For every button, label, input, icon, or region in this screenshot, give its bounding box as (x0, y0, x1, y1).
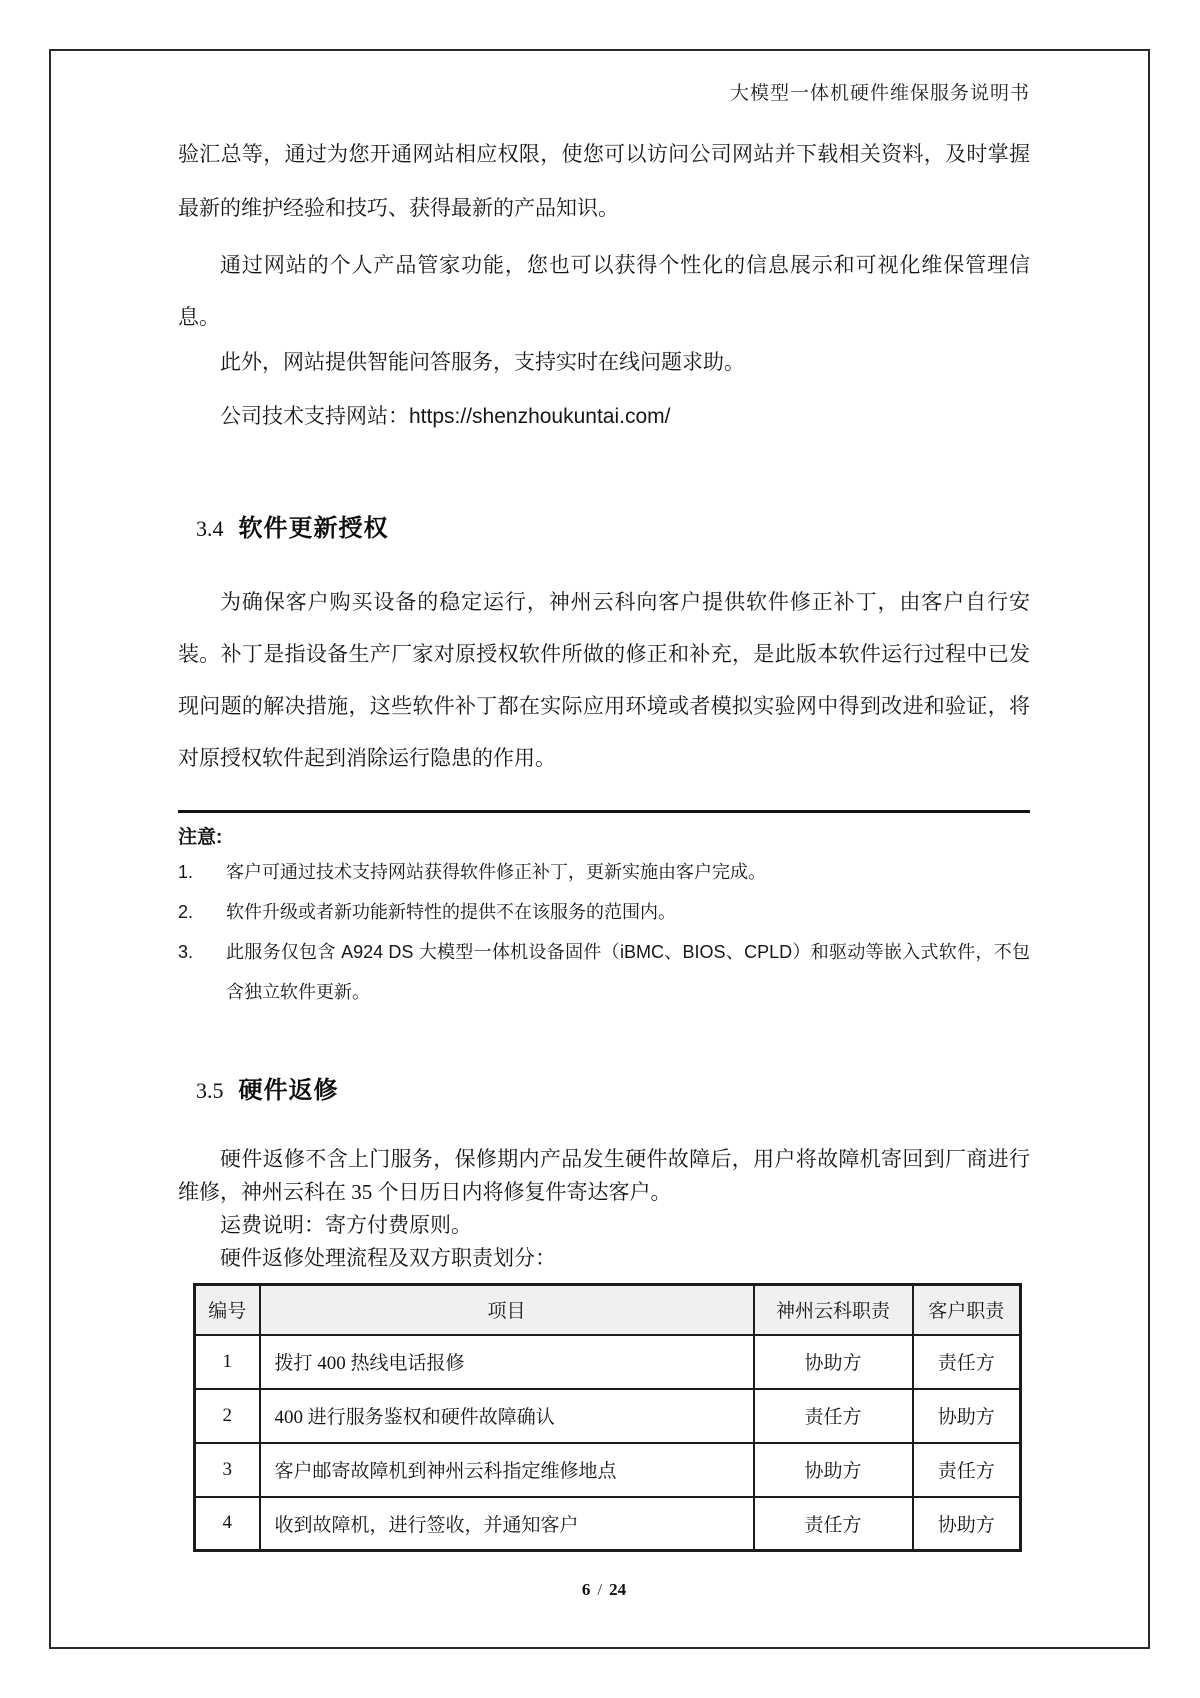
paragraph-software-update: 为确保客户购买设备的稳定运行，神州云科向客户提供软件修正补丁，由客户自行安装。补丁是指设备生产厂家对原授权软件所做的修正和补充，是此版本软件运行过程中已发现问题的解决措施，这些软件补丁都在实际应用环境或者模拟实验网中得到改进和验证，将对原授权软件起到消除运行隐患的作用。 (178, 591, 1030, 770)
cell-vendor-duty: 责任方 (754, 1389, 913, 1443)
page-number-footer (178, 1580, 1030, 1600)
cell-row-number: 3 (195, 1443, 260, 1497)
notice-item-number: 2. (178, 902, 194, 922)
notice-item (178, 892, 1030, 932)
section-title: 软件更新授权 (238, 515, 389, 542)
notice-label: 注意: (178, 827, 223, 848)
cell-item: 400 进行服务鉴权和硬件故障确认 (260, 1389, 754, 1443)
cell-item: 客户邮寄故障机到神州云科指定维修地点 (260, 1443, 754, 1497)
section-heading-3-5 (196, 1070, 1048, 1105)
cell-item: 收到故障机，进行签收，并通知客户 (260, 1497, 754, 1551)
notice-item-text: 软件升级或者新功能新特性的提供不在该服务的范围内。 (226, 902, 676, 922)
table-header-customer-duty: 客户职责 (913, 1285, 1021, 1335)
table-header-row (195, 1285, 1021, 1335)
cell-customer-duty: 责任方 (913, 1335, 1021, 1389)
notice-item (178, 852, 1030, 892)
section-title: 硬件返修 (238, 1077, 339, 1104)
notice-item (178, 932, 1030, 1012)
section-number: 3.5 (196, 1078, 224, 1103)
cell-vendor-duty: 协助方 (754, 1335, 913, 1389)
notice-item-text: 此服务仅包含 A924 DS 大模型一体机设备固件（iBMC、BIOS、CPLD）和驱动等嵌入式软件，不包含独立软件更新。 (226, 942, 1030, 1002)
table-row (195, 1335, 1021, 1389)
cell-row-number: 2 (195, 1389, 260, 1443)
table-header-no: 编号 (195, 1285, 260, 1335)
cell-customer-duty: 协助方 (913, 1389, 1021, 1443)
cell-row-number: 4 (195, 1497, 260, 1551)
cell-vendor-duty: 协助方 (754, 1443, 913, 1497)
section-number: 3.4 (196, 516, 224, 541)
notice-item-text: 客户可通过技术支持网站获得软件修正补丁，更新实施由客户完成。 (226, 862, 766, 882)
paragraph-qa-service: 此外，网站提供智能问答服务，支持实时在线问题求助。 (220, 351, 745, 374)
current-page-number: 6 (581, 1580, 591, 1599)
hardware-return-paragraphs (178, 1143, 1030, 1275)
document-header-title: 大模型一体机硬件维保服务说明书 (729, 83, 1030, 104)
paragraph-product-steward: 通过网站的个人产品管家功能，您也可以获得个性化的信息展示和可视化维保管理信息。 (178, 254, 1030, 329)
paragraph-shipping-note: 运费说明：寄方付费原则。 (220, 1213, 472, 1237)
notice-item-number: 1. (178, 862, 194, 882)
cell-customer-duty: 协助方 (913, 1497, 1021, 1551)
table-header-vendor-duty: 神州云科职责 (754, 1285, 913, 1335)
paragraph-support-website-url: 公司技术支持网站：https://shenzhoukuntai.com/ (220, 405, 671, 428)
section-heading-3-4 (196, 508, 1048, 543)
page-number-separator: / (597, 1580, 603, 1599)
notice-divider-rule (178, 810, 1030, 813)
page-content (178, 0, 1030, 1698)
cell-customer-duty: 责任方 (913, 1443, 1021, 1497)
table-row (195, 1389, 1021, 1443)
table-row (195, 1443, 1021, 1497)
paragraph-hardware-return: 硬件返修不含上门服务，保修期内产品发生硬件故障后，用户将故障机寄回到厂商进行维修，神州云科在 35 个日历日内将修复件寄达客户。 (178, 1147, 1030, 1204)
paragraph-process-intro: 硬件返修处理流程及双方职责划分： (220, 1246, 556, 1270)
cell-row-number: 1 (195, 1335, 260, 1389)
cell-vendor-duty: 责任方 (754, 1497, 913, 1551)
notice-item-number: 3. (178, 942, 194, 962)
responsibility-table (193, 1283, 1022, 1552)
notice-list (178, 852, 1030, 1012)
table-header-item: 项目 (260, 1285, 754, 1335)
total-page-count: 24 (609, 1580, 627, 1599)
paragraph-website-access: 验汇总等，通过为您开通网站相应权限，使您可以访问公司网站并下载相关资料，及时掌握最新的维护经验和技巧、获得最新的产品知识。 (178, 143, 1030, 220)
table-row (195, 1497, 1021, 1551)
cell-item: 拨打 400 热线电话报修 (260, 1335, 754, 1389)
